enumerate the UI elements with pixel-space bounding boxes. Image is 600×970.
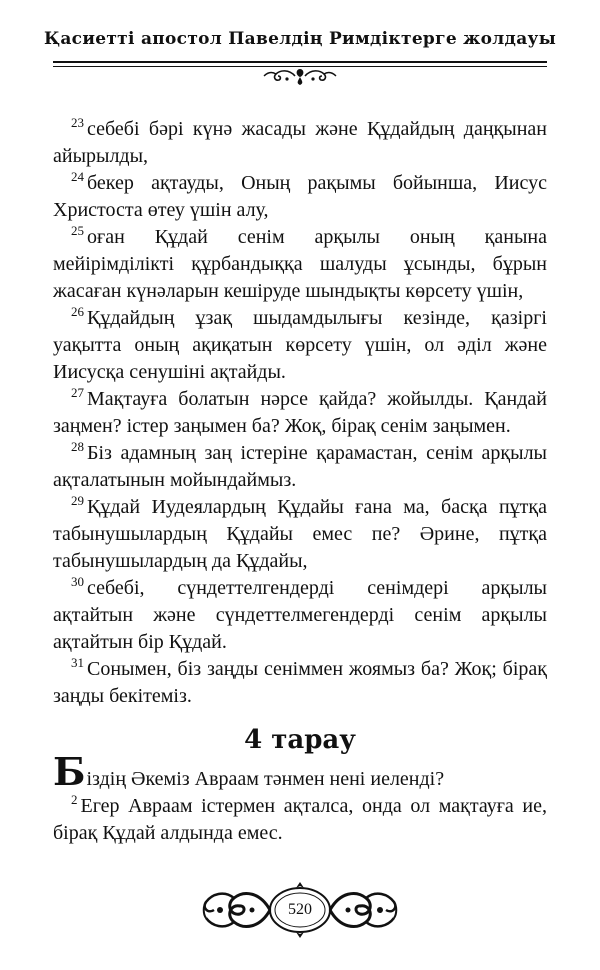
- running-head: Қасиетті апостол Павелдің Римдіктерге жолдауы: [43, 29, 557, 49]
- verse-number: 23: [71, 115, 84, 130]
- verse-list: [53, 116, 547, 710]
- verse-text: Мақтауға болатын нәрсе қайда? жойылды. Қандай заңмен? істер заңымен ба? Жоқ, бірақ сенім заңымен.: [53, 388, 547, 437]
- verse-text: іздің Әкеміз Авраам тәнмен нені иеленді?: [86, 768, 445, 790]
- verse-number: 26: [71, 304, 84, 319]
- verse-23: [53, 116, 547, 170]
- verse-26: [53, 305, 547, 386]
- header-rule-thick: [53, 61, 547, 63]
- chapter-verse-1: [53, 749, 547, 794]
- verse-28: [53, 440, 547, 494]
- verse-number: 24: [71, 169, 84, 184]
- chapter-heading: 4 тарау: [244, 725, 356, 755]
- verse-text: Құдайдың ұзақ шыдамдылығы кезінде, қазіргі уақытта оның ақиқатын көрсету үшін, ол әділ және Иисусқа сенушіні ақтайды.: [53, 307, 547, 383]
- verse-text: себебі бәрі күнә жасады және Құдайдың даңқынан айырылды,: [53, 118, 547, 167]
- verse-text: Біз адамның заң істеріне қарамастан, сенім арқылы ақталатынын мойындаймыз.: [53, 442, 547, 491]
- verse-number: 30: [71, 574, 84, 589]
- verse-text: Сонымен, біз заңды сеніммен жоямыз ба? Жоқ; бірақ заңды бекітеміз.: [53, 658, 547, 707]
- header-ornament-icon: [262, 66, 338, 86]
- verse-text: бекер ақтауды, Оның рақымы бойынша, Иисус Христоста өтеу үшін алу,: [53, 172, 547, 221]
- verse-number: 2: [71, 792, 78, 807]
- verse-number: 29: [71, 493, 84, 508]
- verse-24: [53, 170, 547, 224]
- verse-text: Құдай Иудеялардың Құдайы ғана ма, басқа пұтқа табынушылардың Құдайы емес пе? Әрине, пұтқа табынушылардың да Құдайы,: [53, 496, 547, 572]
- verse-text: Егер Авраам істермен ақталса, онда ол мақтауға ие, бірақ Құдай алдында емес.: [53, 795, 547, 844]
- verse-25: [53, 224, 547, 305]
- chapter-verse-2: [53, 793, 547, 847]
- verse-text: себебі, сүндеттелгендерді сенімдері арқылы ақтайтын және сүндеттелмегендерді сенім арқылы ақтайтын бір Құдай.: [53, 577, 547, 653]
- verse-29: [53, 494, 547, 575]
- verse-text: оған Құдай сенім арқылы оның қанына мейірімділікті құрбандыққа шалуды ұсынды, бұрын жасаған күнәларын кешіруде шындықты көрсету үшін,: [53, 226, 547, 302]
- verse-number: 28: [71, 439, 84, 454]
- drop-cap-initial: Б: [53, 749, 86, 794]
- verse-30: [53, 575, 547, 656]
- chapter-text: [53, 749, 547, 847]
- verse-27: [53, 386, 547, 440]
- verse-31: [53, 656, 547, 710]
- verse-number: 25: [71, 223, 84, 238]
- page-number: 520: [288, 901, 312, 918]
- verse-number: 27: [71, 385, 84, 400]
- verse-number: 31: [71, 655, 84, 670]
